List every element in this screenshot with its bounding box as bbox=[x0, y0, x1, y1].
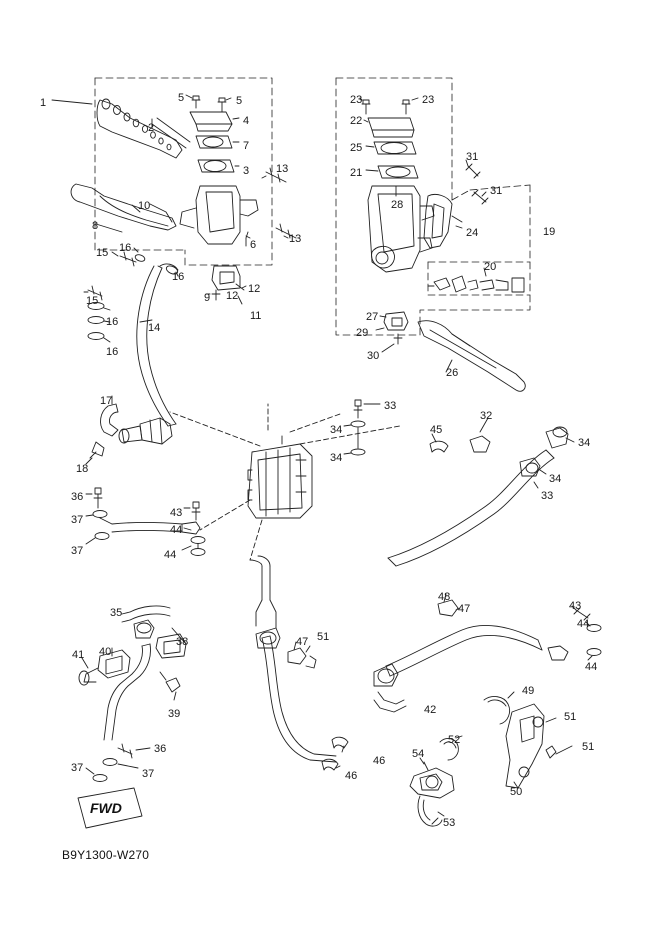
callout-number: 3 bbox=[243, 165, 250, 177]
callout-number: 13 bbox=[289, 233, 302, 245]
callout-number: 10 bbox=[138, 200, 151, 212]
callout-number: 16 bbox=[119, 242, 132, 254]
callout-number: 6 bbox=[250, 239, 257, 251]
callout-number: 25 bbox=[350, 142, 363, 154]
callout-number: 19 bbox=[543, 226, 556, 238]
callout-number: 7 bbox=[243, 140, 250, 152]
callout-number: 36 bbox=[154, 743, 167, 755]
callout-number: 2 bbox=[148, 122, 155, 134]
callout-number: 34 bbox=[330, 452, 343, 464]
callout-number: 28 bbox=[391, 199, 404, 211]
callout-number: 5 bbox=[178, 92, 185, 104]
callout-number: 31 bbox=[490, 185, 503, 197]
callout-number: 30 bbox=[367, 350, 380, 362]
callout-number: 47 bbox=[458, 603, 471, 615]
callout-number: 12 bbox=[226, 290, 239, 302]
callout-number: 34 bbox=[578, 437, 591, 449]
callout-number: 17 bbox=[100, 395, 113, 407]
callout-number: 46 bbox=[373, 755, 386, 767]
callout-number: 37 bbox=[71, 545, 84, 557]
callout-number: 37 bbox=[71, 762, 84, 774]
callout-number: 53 bbox=[443, 817, 456, 829]
callout-number: 34 bbox=[330, 424, 343, 436]
callout-number: 32 bbox=[480, 410, 493, 422]
callout-number: 22 bbox=[350, 115, 363, 127]
callout-number: 51 bbox=[317, 631, 330, 643]
callout-number: 24 bbox=[466, 227, 479, 239]
callout-number: 13 bbox=[276, 163, 289, 175]
callout-number: 31 bbox=[466, 151, 479, 163]
callout-number: 12 bbox=[248, 283, 261, 295]
callout-number: 48 bbox=[438, 591, 451, 603]
fwd-text: FWD bbox=[90, 800, 122, 816]
callout-number: 14 bbox=[148, 322, 161, 334]
callout-number: 18 bbox=[76, 463, 89, 475]
callout-number: 26 bbox=[446, 367, 459, 379]
callout-number: 11 bbox=[250, 310, 262, 322]
callout-number: 34 bbox=[549, 473, 562, 485]
callout-number: 33 bbox=[541, 490, 554, 502]
callout-number: 42 bbox=[424, 704, 437, 716]
callout-number: 47 bbox=[296, 636, 309, 648]
callout-number: 52 bbox=[448, 734, 461, 746]
callout-number: 20 bbox=[484, 261, 497, 273]
callout-number: 21 bbox=[350, 167, 363, 179]
callout-number: 38 bbox=[176, 636, 189, 648]
part-code-label: B9Y1300-W270 bbox=[62, 848, 150, 862]
callout-number: 4 bbox=[243, 115, 250, 127]
callout-number: 15 bbox=[86, 295, 99, 307]
callout-number: 9 bbox=[204, 292, 211, 304]
callout-number: 23 bbox=[422, 94, 435, 106]
fwd-direction-label bbox=[78, 786, 140, 830]
callout-number: 46 bbox=[345, 770, 358, 782]
callout-number: 16 bbox=[172, 271, 185, 283]
callout-number: 33 bbox=[384, 400, 397, 412]
callout-number: 44 bbox=[585, 661, 598, 673]
callout-number: 1 bbox=[40, 97, 47, 109]
callout-number: 16 bbox=[106, 316, 119, 328]
callout-number: 35 bbox=[110, 607, 123, 619]
callout-number: 37 bbox=[142, 768, 155, 780]
callout-number: 41 bbox=[72, 649, 85, 661]
callout-number: 5 bbox=[236, 95, 243, 107]
callout-number: 15 bbox=[96, 247, 109, 259]
callout-number: 51 bbox=[564, 711, 577, 723]
callout-number: 40 bbox=[99, 646, 112, 658]
callout-number: 43 bbox=[569, 600, 582, 612]
callout-number: 37 bbox=[71, 514, 84, 526]
callout-number: 44 bbox=[577, 618, 590, 630]
callout-number: 39 bbox=[168, 708, 181, 720]
callout-number: 45 bbox=[430, 424, 443, 436]
callout-number: 49 bbox=[522, 685, 535, 697]
callout-number: 51 bbox=[582, 741, 595, 753]
callout-number: 23 bbox=[350, 94, 363, 106]
callout-number: 36 bbox=[71, 491, 84, 503]
callout-number: 54 bbox=[412, 748, 425, 760]
callout-number: 16 bbox=[106, 346, 119, 358]
callout-number: 44 bbox=[164, 549, 177, 561]
callout-number: 44 bbox=[170, 524, 183, 536]
callout-number: 50 bbox=[510, 786, 523, 798]
callout-number: 8 bbox=[92, 220, 99, 232]
callout-number: 43 bbox=[170, 507, 183, 519]
callout-number: 27 bbox=[366, 311, 379, 323]
callout-number: 29 bbox=[356, 327, 369, 339]
